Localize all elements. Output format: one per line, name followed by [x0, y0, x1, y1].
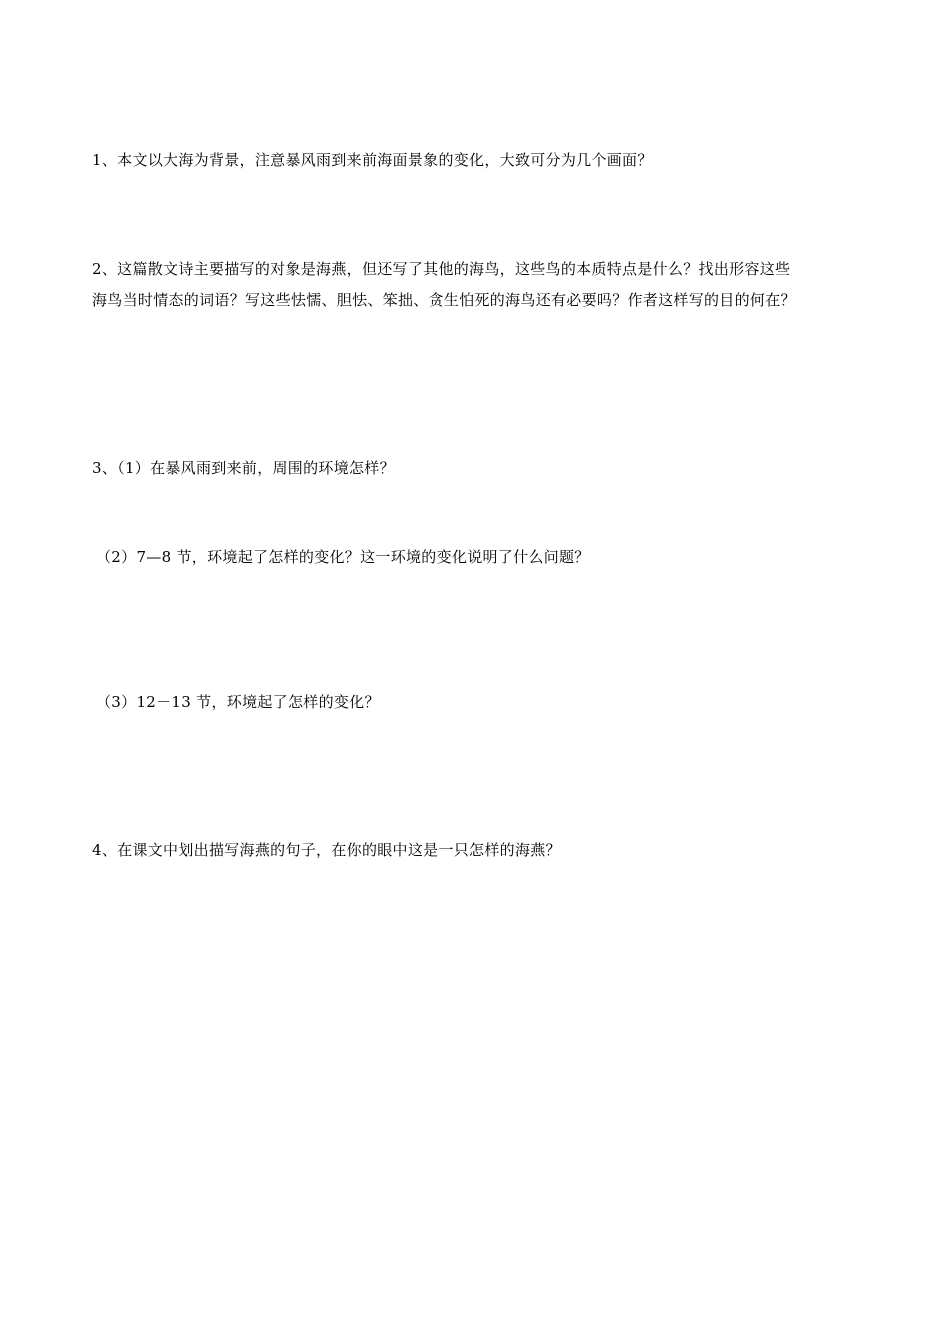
question-2-line-1: 2、这篇散文诗主要描写的对象是海燕，但还写了其他的海鸟，这些鸟的本质特点是什么？找出形容这些 [92, 260, 791, 278]
question-1: 1、本文以大海为背景，注意暴风雨到来前海面景象的变化，大致可分为几个画面？ [92, 151, 653, 169]
question-3-part-3: （3）12－13 节，环境起了怎样的变化？ [96, 693, 380, 711]
question-2-line-2: 海鸟当时情态的词语？写这些怯懦、胆怯、笨拙、贪生怕死的海鸟还有必要吗？作者这样写的目的何在？ [92, 291, 796, 309]
question-3-part-2: （2）7—8 节，环境起了怎样的变化？这一环境的变化说明了什么问题？ [96, 548, 590, 566]
question-4: 4、在课文中划出描写海燕的句子，在你的眼中这是一只怎样的海燕？ [92, 841, 561, 859]
question-3-part-1: 3、（1）在暴风雨到来前，周围的环境怎样？ [92, 459, 395, 477]
